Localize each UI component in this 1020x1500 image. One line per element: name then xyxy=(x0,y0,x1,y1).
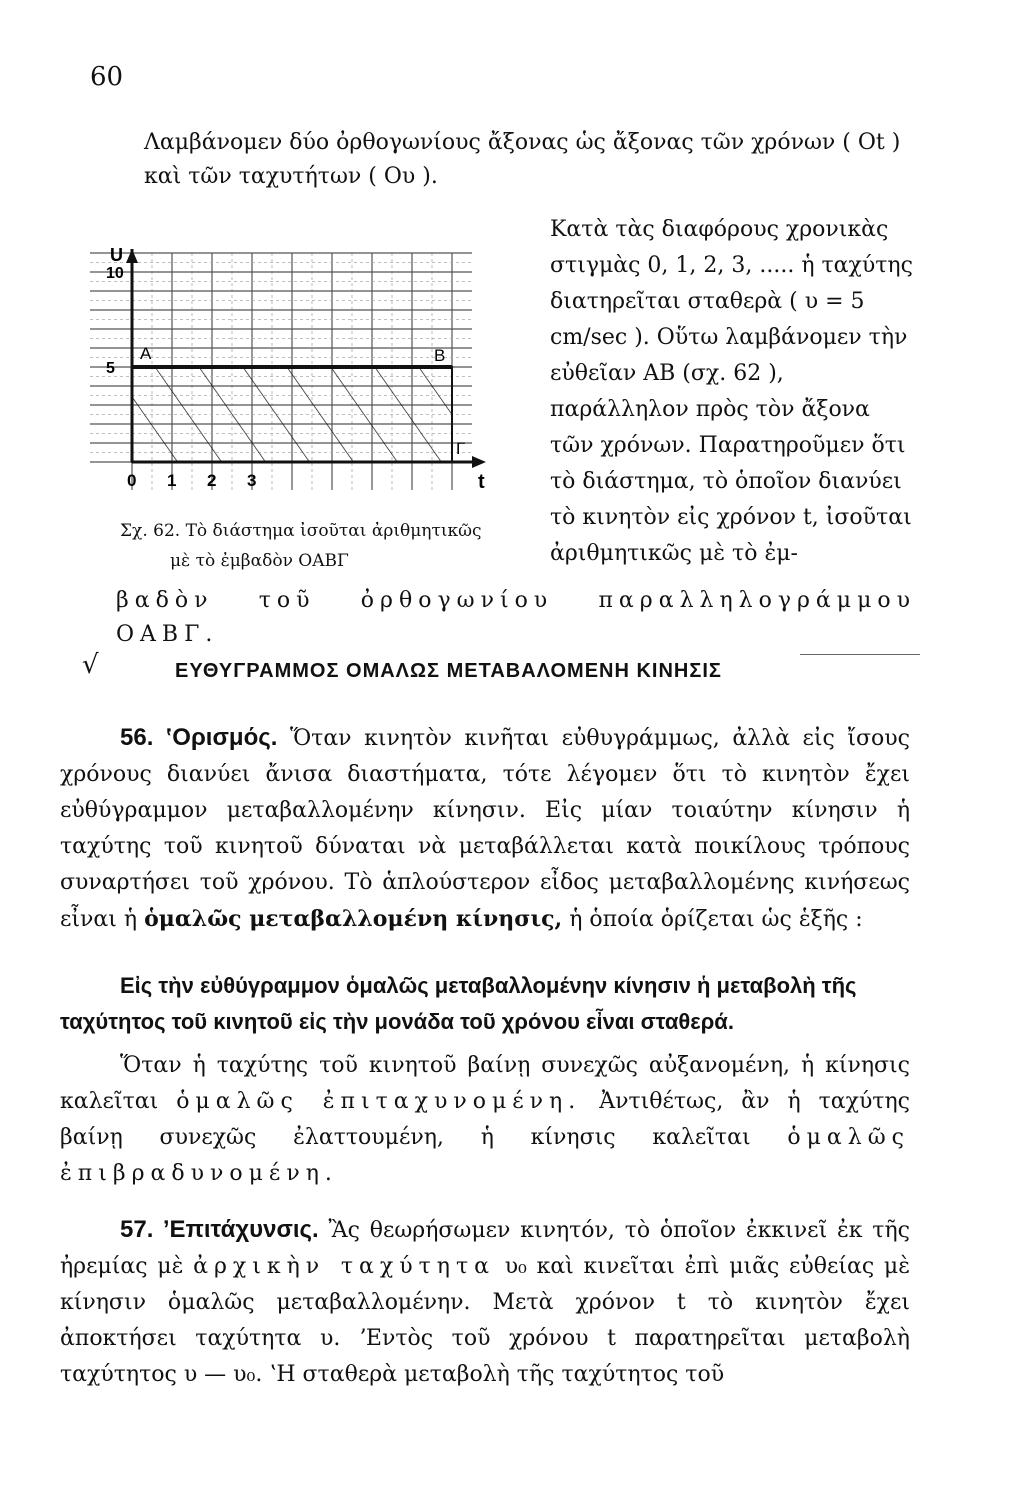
section-56-text-end: ἡ ὁποία ὁρίζεται ὡς ἑξῆς : xyxy=(569,907,863,932)
accel-text: Ὅταν ἡ ταχύτης τοῦ κινητοῦ βαίνῃ συνεχῶς αὐξανομένη, ἡ κίνησις καλεῖται xyxy=(60,1053,910,1114)
accel-term: ὁμαλῶς ἐπιταχυνομένη. xyxy=(176,1089,582,1114)
y-tick-label: 5 xyxy=(106,360,115,377)
point-A-label: A xyxy=(140,344,152,363)
graph-svg xyxy=(90,212,530,502)
y-axis-arrow-icon xyxy=(126,249,138,263)
page-number: 60 xyxy=(90,62,124,92)
definition-statement: Εἰς τὴν εὐθύγραμμον ὁμαλῶς μεταβαλλομένην κίνησιν ἡ μεταβολὴ τῆς ταχύτητος τοῦ κινητοῦ εἰς τὴν μονάδα τοῦ χρόνου εἶναι σταθερά. xyxy=(60,973,857,1034)
post-figure-text: βαδὸν τοῦ ὀρθογωνίου παραλληλογράμμου ΟΑΒΓ. xyxy=(116,588,916,647)
section-56-text: Ὅταν κινητὸν κινῆται εὐθυγράμμως, ἀλλὰ εἰς ἴσους χρόνους διανύει ἄνισα διαστήματα, τότε λέγομεν ὅτι τὸ κινητὸν ἔχει εὐθύγραμμον μεταβαλλομένην κίνησιν. Εἰς μίαν τοιαύτην κίνησιν ἡ ταχύτης τοῦ κινητοῦ δύναται νὰ μεταβάλλεται κατὰ ποικίλους τρόπους συναρτήσει τοῦ χρόνου. Τὸ ἁπλούστερον εἶδος μεταβαλλομένης κινήσεως εἶναι ἡ xyxy=(60,726,910,932)
section-57-spaced: ἀρχικὴν ταχύτητα xyxy=(193,1254,495,1279)
figure-caption xyxy=(120,516,540,576)
intro-paragraph: Λαμβάνομεν δύο ὀρθογωνίους ἄξονας ὡς ἄξονας τῶν χρόνων ( Οt ) καὶ τῶν ταχυτήτων ( Ου ). xyxy=(144,130,901,189)
section-57-text-a: Ἂς θεωρήσωμεν κινητόν, τὸ ὁποῖον ἐκκινεῖ ἐκ τῆς ἠρεμίας μὲ xyxy=(60,1218,910,1279)
x-axis-label: t xyxy=(478,471,485,493)
x-tick-label: 0 xyxy=(127,471,137,490)
divider xyxy=(800,654,920,655)
x-tick-label: 1 xyxy=(167,471,177,490)
velocity-time-graph xyxy=(90,212,530,502)
point-B-label: B xyxy=(434,346,446,365)
section-57-paragraph xyxy=(60,1212,910,1393)
caption-line-2: μὲ τὸ ἐμβαδὸν ΟΑΒΓ xyxy=(170,551,349,571)
decel-term: ὁμαλῶς ἐπιβραδυνομένη. xyxy=(60,1125,910,1186)
point-G-label: Γ xyxy=(456,439,466,458)
accel-decel-paragraph xyxy=(60,1048,910,1192)
x-tick-label: 2 xyxy=(207,471,217,490)
section-56-title: 56. ʽΟρισμός. xyxy=(120,724,278,751)
section-56-paragraph xyxy=(60,720,910,938)
area-OABG xyxy=(132,367,452,462)
section-57-title: 57. ʼΕπιτάχυνσις. xyxy=(120,1216,319,1243)
section-heading: ΕΥΘΥΓΡΑΜΜΟΣ ΟΜΑΛΩΣ ΜΕΤΑΒΑΛΟΜΕΝΗ ΚΙΝΗΣΙΣ xyxy=(175,660,722,682)
y-tick-label: 10 xyxy=(106,265,124,282)
section-56-term: ὁμαλῶς μεταβαλλομένη κίνησις, xyxy=(144,906,563,932)
section-57-text-b: υ₀ καὶ κινεῖται ἐπὶ μιᾶς εὐθείας μὲ κίνησιν ὁμαλῶς μεταβαλλομένην. Μετὰ χρόνον t τὸ κινητὸν ἔχει ἀποκτήσει ταχύτητα υ. ʼΕντὸς τοῦ χρόνου t παρατηρεῖται μεταβολὴ ταχύτητος υ — υ₀. ʽΗ σταθερὰ μεταβολὴ τῆς ταχύτητος τοῦ xyxy=(60,1254,911,1387)
check-mark-icon: √ xyxy=(82,650,99,680)
x-tick-label: 3 xyxy=(247,471,257,490)
x-axis-arrow-icon xyxy=(472,456,486,468)
caption-line-1: Σχ. 62. Τὸ διάστημα ἰσοῦται ἀριθμητικῶς xyxy=(120,521,482,541)
decel-text: Ἀντιθέτως, ἂν ἡ ταχύτης βαίνῃ συνεχῶς ἐλαττουμένη, ἡ κίνησις καλεῖται xyxy=(60,1089,910,1150)
y-axis-label: U xyxy=(110,245,123,265)
right-column-text: Κατὰ τὰς διαφόρους χρονικὰς στιγμὰς 0, 1, 2, 3, ..... ἡ ταχύτης διατηρεῖται σταθερὰ ( υ = 5 cm/sec ). Οὕτω λαμβάνομεν τὴν εὐθεῖαν ΑΒ (σχ. 62 ), παράλληλον πρὸς τὸν ἄξονα τῶν χρόνων. Παρατηροῦμεν ὅτι τὸ διάστημα, τὸ ὁποῖον διανύει τὸ κινητὸν εἰς χρόνον t, ἰσοῦται ἀριθμητικῶς μὲ τὸ ἐμ- xyxy=(550,217,913,566)
y-tick-labels xyxy=(106,265,124,377)
